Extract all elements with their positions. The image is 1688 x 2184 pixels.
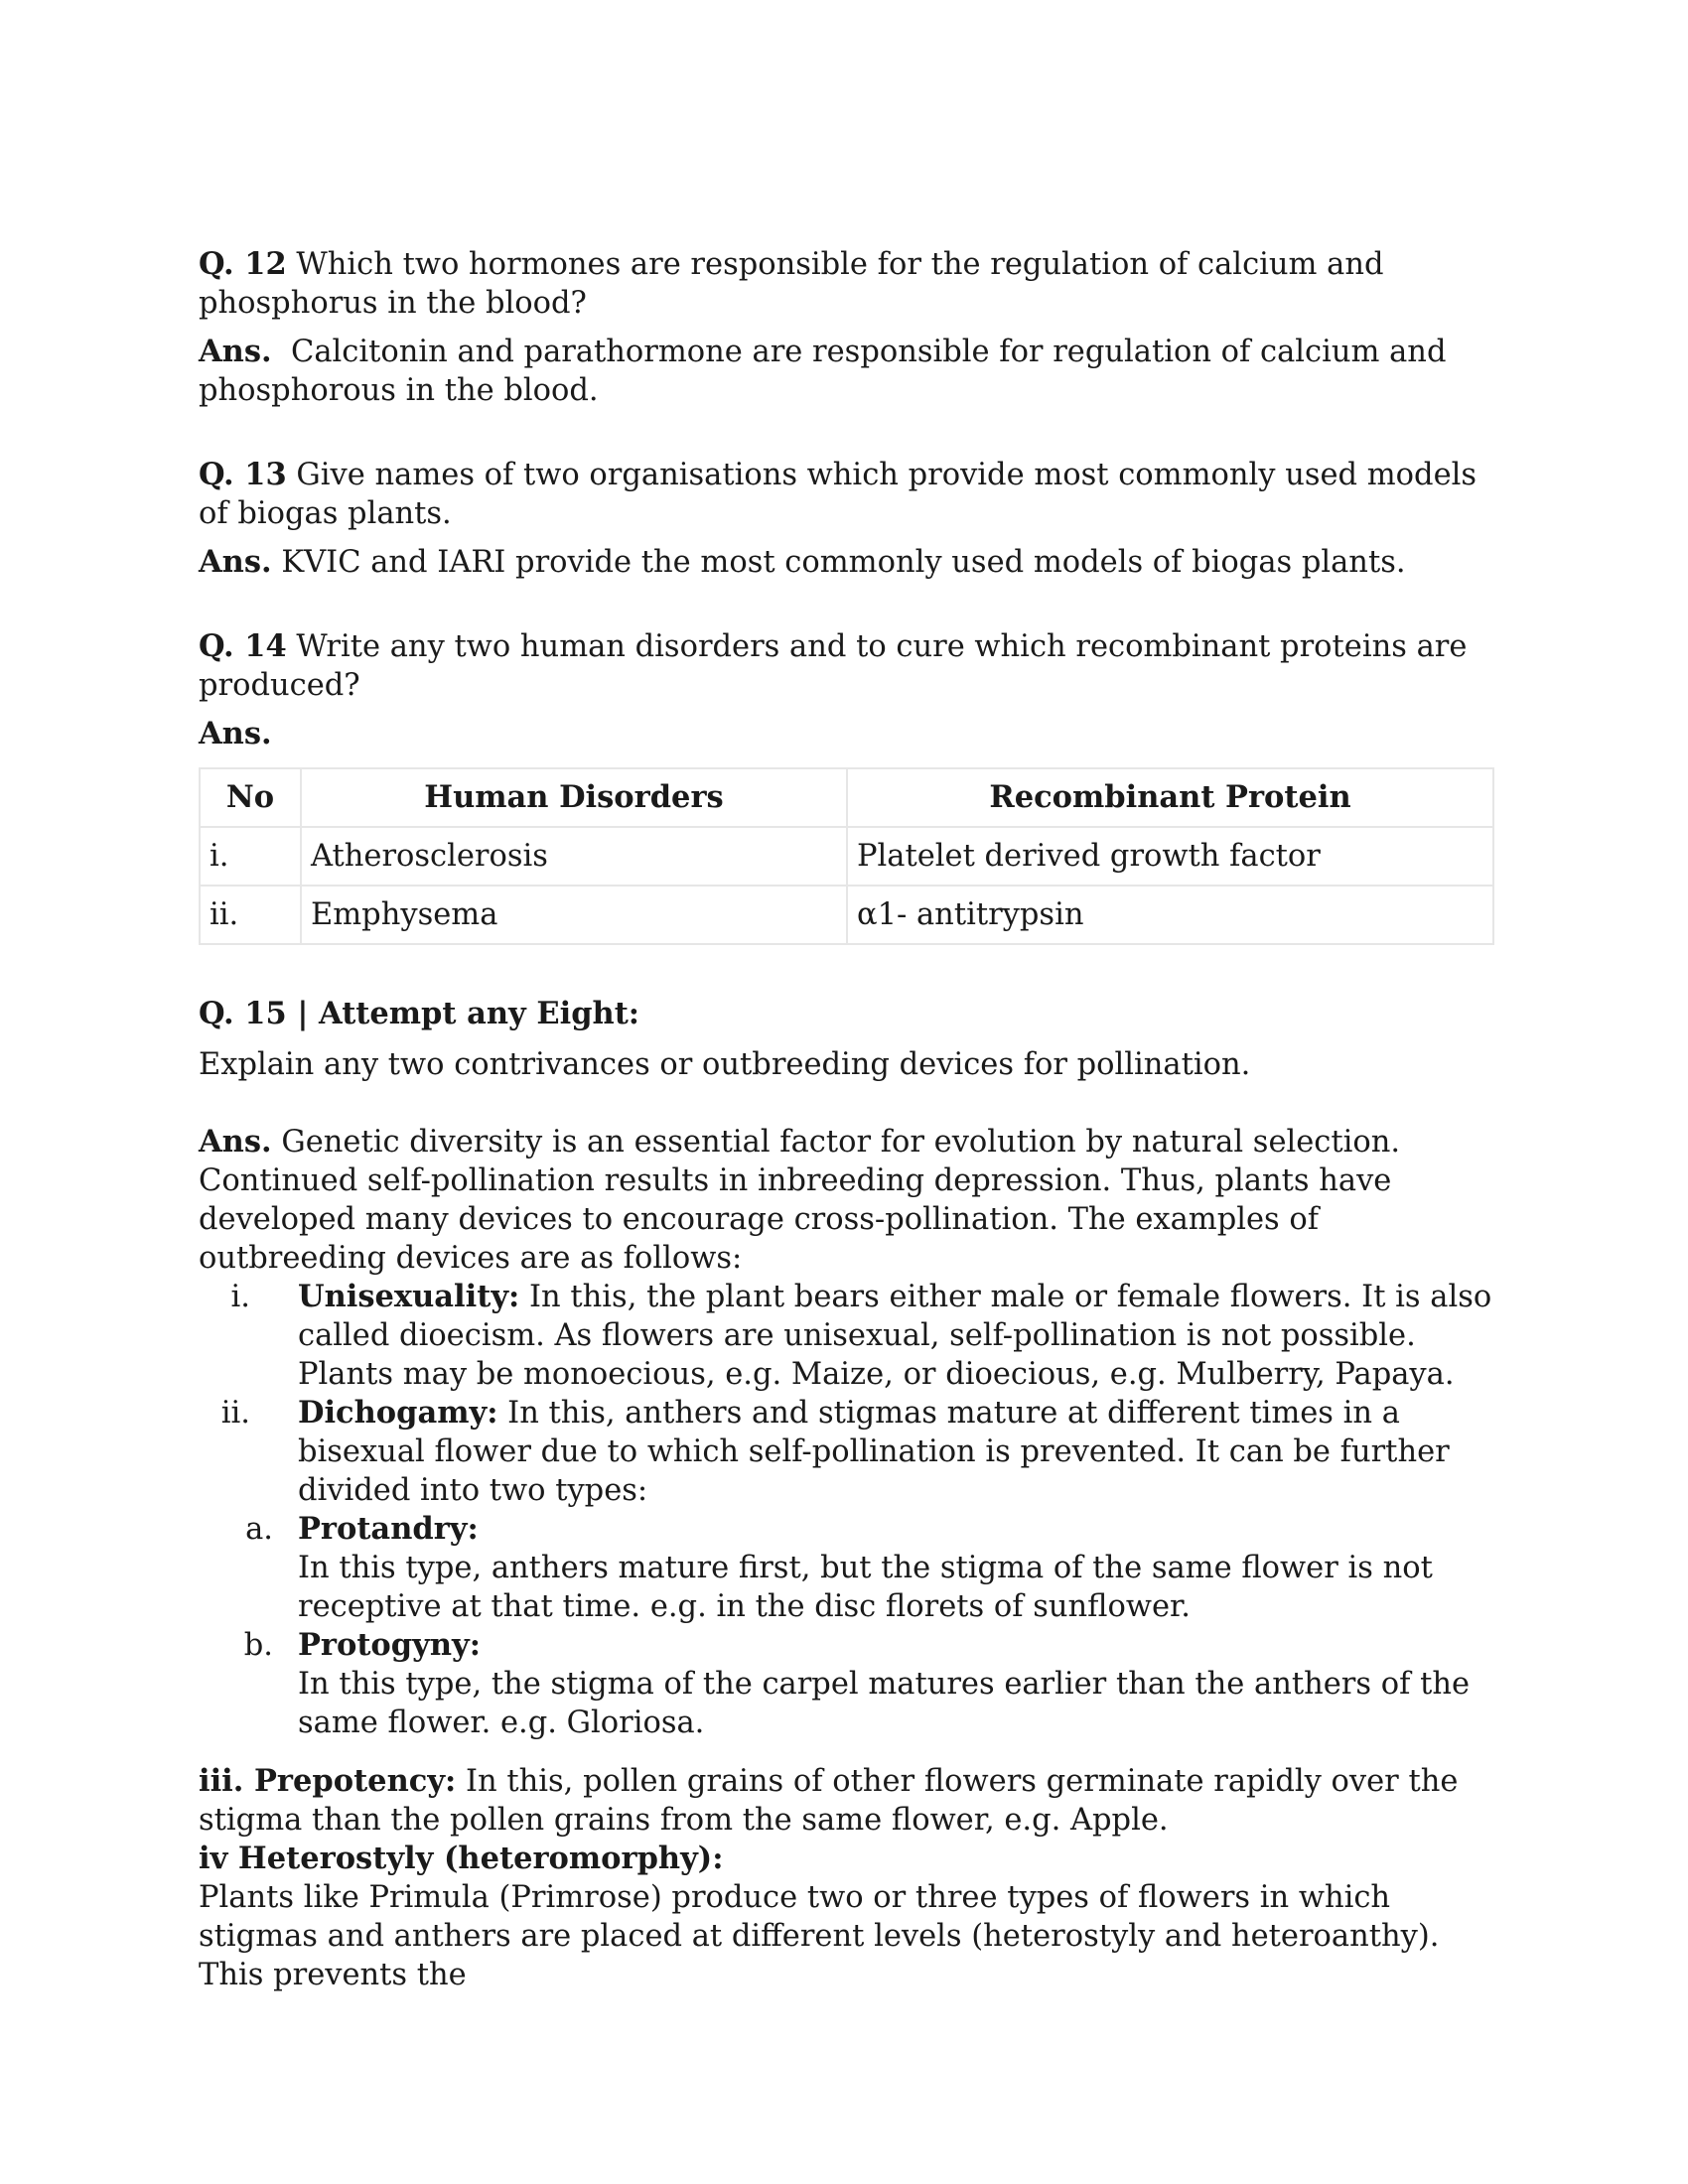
answer-15-label: Ans. <box>199 1124 272 1160</box>
question-13-text: Give names of two organisations which provide most commonly used models of biogas plants. <box>199 458 1477 531</box>
question-14-block <box>199 627 1499 945</box>
heterostyly-title-text: iv Heterostyly (heteromorphy): <box>199 1841 724 1876</box>
sub-item-text: In this type, the stigma of the carpel matures earlier than the anthers of the same flower. e.g. Gloriosa. <box>298 1667 1471 1740</box>
table-cell-no: ii. <box>200 886 301 944</box>
answer-12 <box>199 333 1499 410</box>
answer-12-text: Calcitonin and parathormone are responsible for regulation of calcium and phosphorous in the blood. <box>199 335 1457 408</box>
question-15-heading <box>199 995 1499 1033</box>
question-13-label: Q. 13 <box>199 457 287 492</box>
list-item-number: ii. <box>220 1396 250 1431</box>
answer-14 <box>199 715 1499 753</box>
table-cell-protein: α1- antitrypsin <box>847 886 1493 944</box>
question-12-label: Q. 12 <box>199 246 287 282</box>
list-item-number: i. <box>230 1280 250 1314</box>
question-12-text: Which two hormones are responsible for the regulation of calcium and phosphorus in the blood? <box>199 247 1384 321</box>
question-12-block <box>199 245 1499 410</box>
table-row <box>200 827 1493 886</box>
list-item-title: Dichogamy: <box>298 1395 498 1431</box>
answer-14-label: Ans. <box>199 716 272 751</box>
question-13-block <box>199 456 1499 582</box>
question-14-text: Write any two human disorders and to cure which recombinant proteins are produced? <box>199 629 1468 703</box>
recombinant-protein-table <box>199 767 1494 945</box>
answer-15-intro <box>199 1123 1499 1278</box>
table-cell-no: i. <box>200 827 301 886</box>
sub-item-protandry <box>199 1510 1499 1626</box>
table-row <box>200 886 1493 944</box>
table-cell-disorder: Emphysema <box>301 886 847 944</box>
table-header-no: No <box>200 768 301 827</box>
sub-item-protogyny <box>199 1626 1499 1742</box>
sub-item-title: Protogyny: <box>298 1627 481 1663</box>
prepotency-text: In this, pollen grains of other flowers germinate rapidly over the stigma than the pollen grains from the same flower, e.g. Apple. <box>199 1764 1459 1838</box>
question-13 <box>199 456 1499 533</box>
answer-13-label: Ans. <box>199 544 272 580</box>
sub-item-text: In this type, anthers mature first, but the stigma of the same flower is not receptive at that time. e.g. in the disc florets of sunflower. <box>298 1551 1433 1624</box>
answer-13-text: KVIC and IARI provide the most commonly used models of biogas plants. <box>271 545 1406 580</box>
answer-15-intro-text: Genetic diversity is an essential factor for evolution by natural selection. Continued self-pollination results in inbreeding depression. Thus, plants have developed many devices to encourage cross-pollination. The examples of outbreeding devices are as follows: <box>199 1125 1401 1276</box>
table-cell-protein: Platelet derived growth factor <box>847 827 1493 886</box>
table-header-row <box>200 768 1493 827</box>
sub-item-letter: a. <box>245 1512 273 1547</box>
answer-13 <box>199 543 1499 582</box>
question-15-heading-text: Q. 15 | Attempt any Eight: <box>199 996 640 1031</box>
heterostyly-title <box>199 1840 1499 1878</box>
answer-12-label: Ans. <box>199 334 272 369</box>
table-cell-disorder: Atherosclerosis <box>301 827 847 886</box>
question-14-label: Q. 14 <box>199 628 287 664</box>
sub-item-letter: b. <box>243 1628 273 1663</box>
table-header-protein: Recombinant Protein <box>847 768 1493 827</box>
list-item-title: Unisexuality: <box>298 1279 520 1314</box>
list-item-unisexuality <box>199 1278 1499 1394</box>
list-item-dichogamy <box>199 1394 1499 1510</box>
document-page <box>199 245 1499 1994</box>
sub-item-title: Protandry: <box>298 1511 479 1547</box>
list-item-text: In this, the plant bears either male or female flowers. It is also called dioecism. As flowers are unisexual, self-pollination is not possible. Plants may be monoecious, e.g. Maize, or dioecious, e.g. Mulberry, Papaya. <box>298 1280 1492 1392</box>
table-header-disorders: Human Disorders <box>301 768 847 827</box>
heterostyly-text: Plants like Primula (Primrose) produce two or three types of flowers in which stigmas and anthers are placed at different levels (heterostyly and heteroanthy). This prevents the <box>199 1880 1440 1992</box>
question-15-text: Explain any two contrivances or outbreeding devices for pollination. <box>199 1047 1251 1082</box>
question-12 <box>199 245 1499 323</box>
prepotency-title: iii. Prepotency: <box>199 1763 457 1799</box>
prepotency-paragraph <box>199 1762 1499 1840</box>
question-14 <box>199 627 1499 705</box>
list-item-text: In this, anthers and stigmas mature at different times in a bisexual flower due to which self-pollination is prevented. It can be further divided into two types: <box>298 1396 1450 1508</box>
